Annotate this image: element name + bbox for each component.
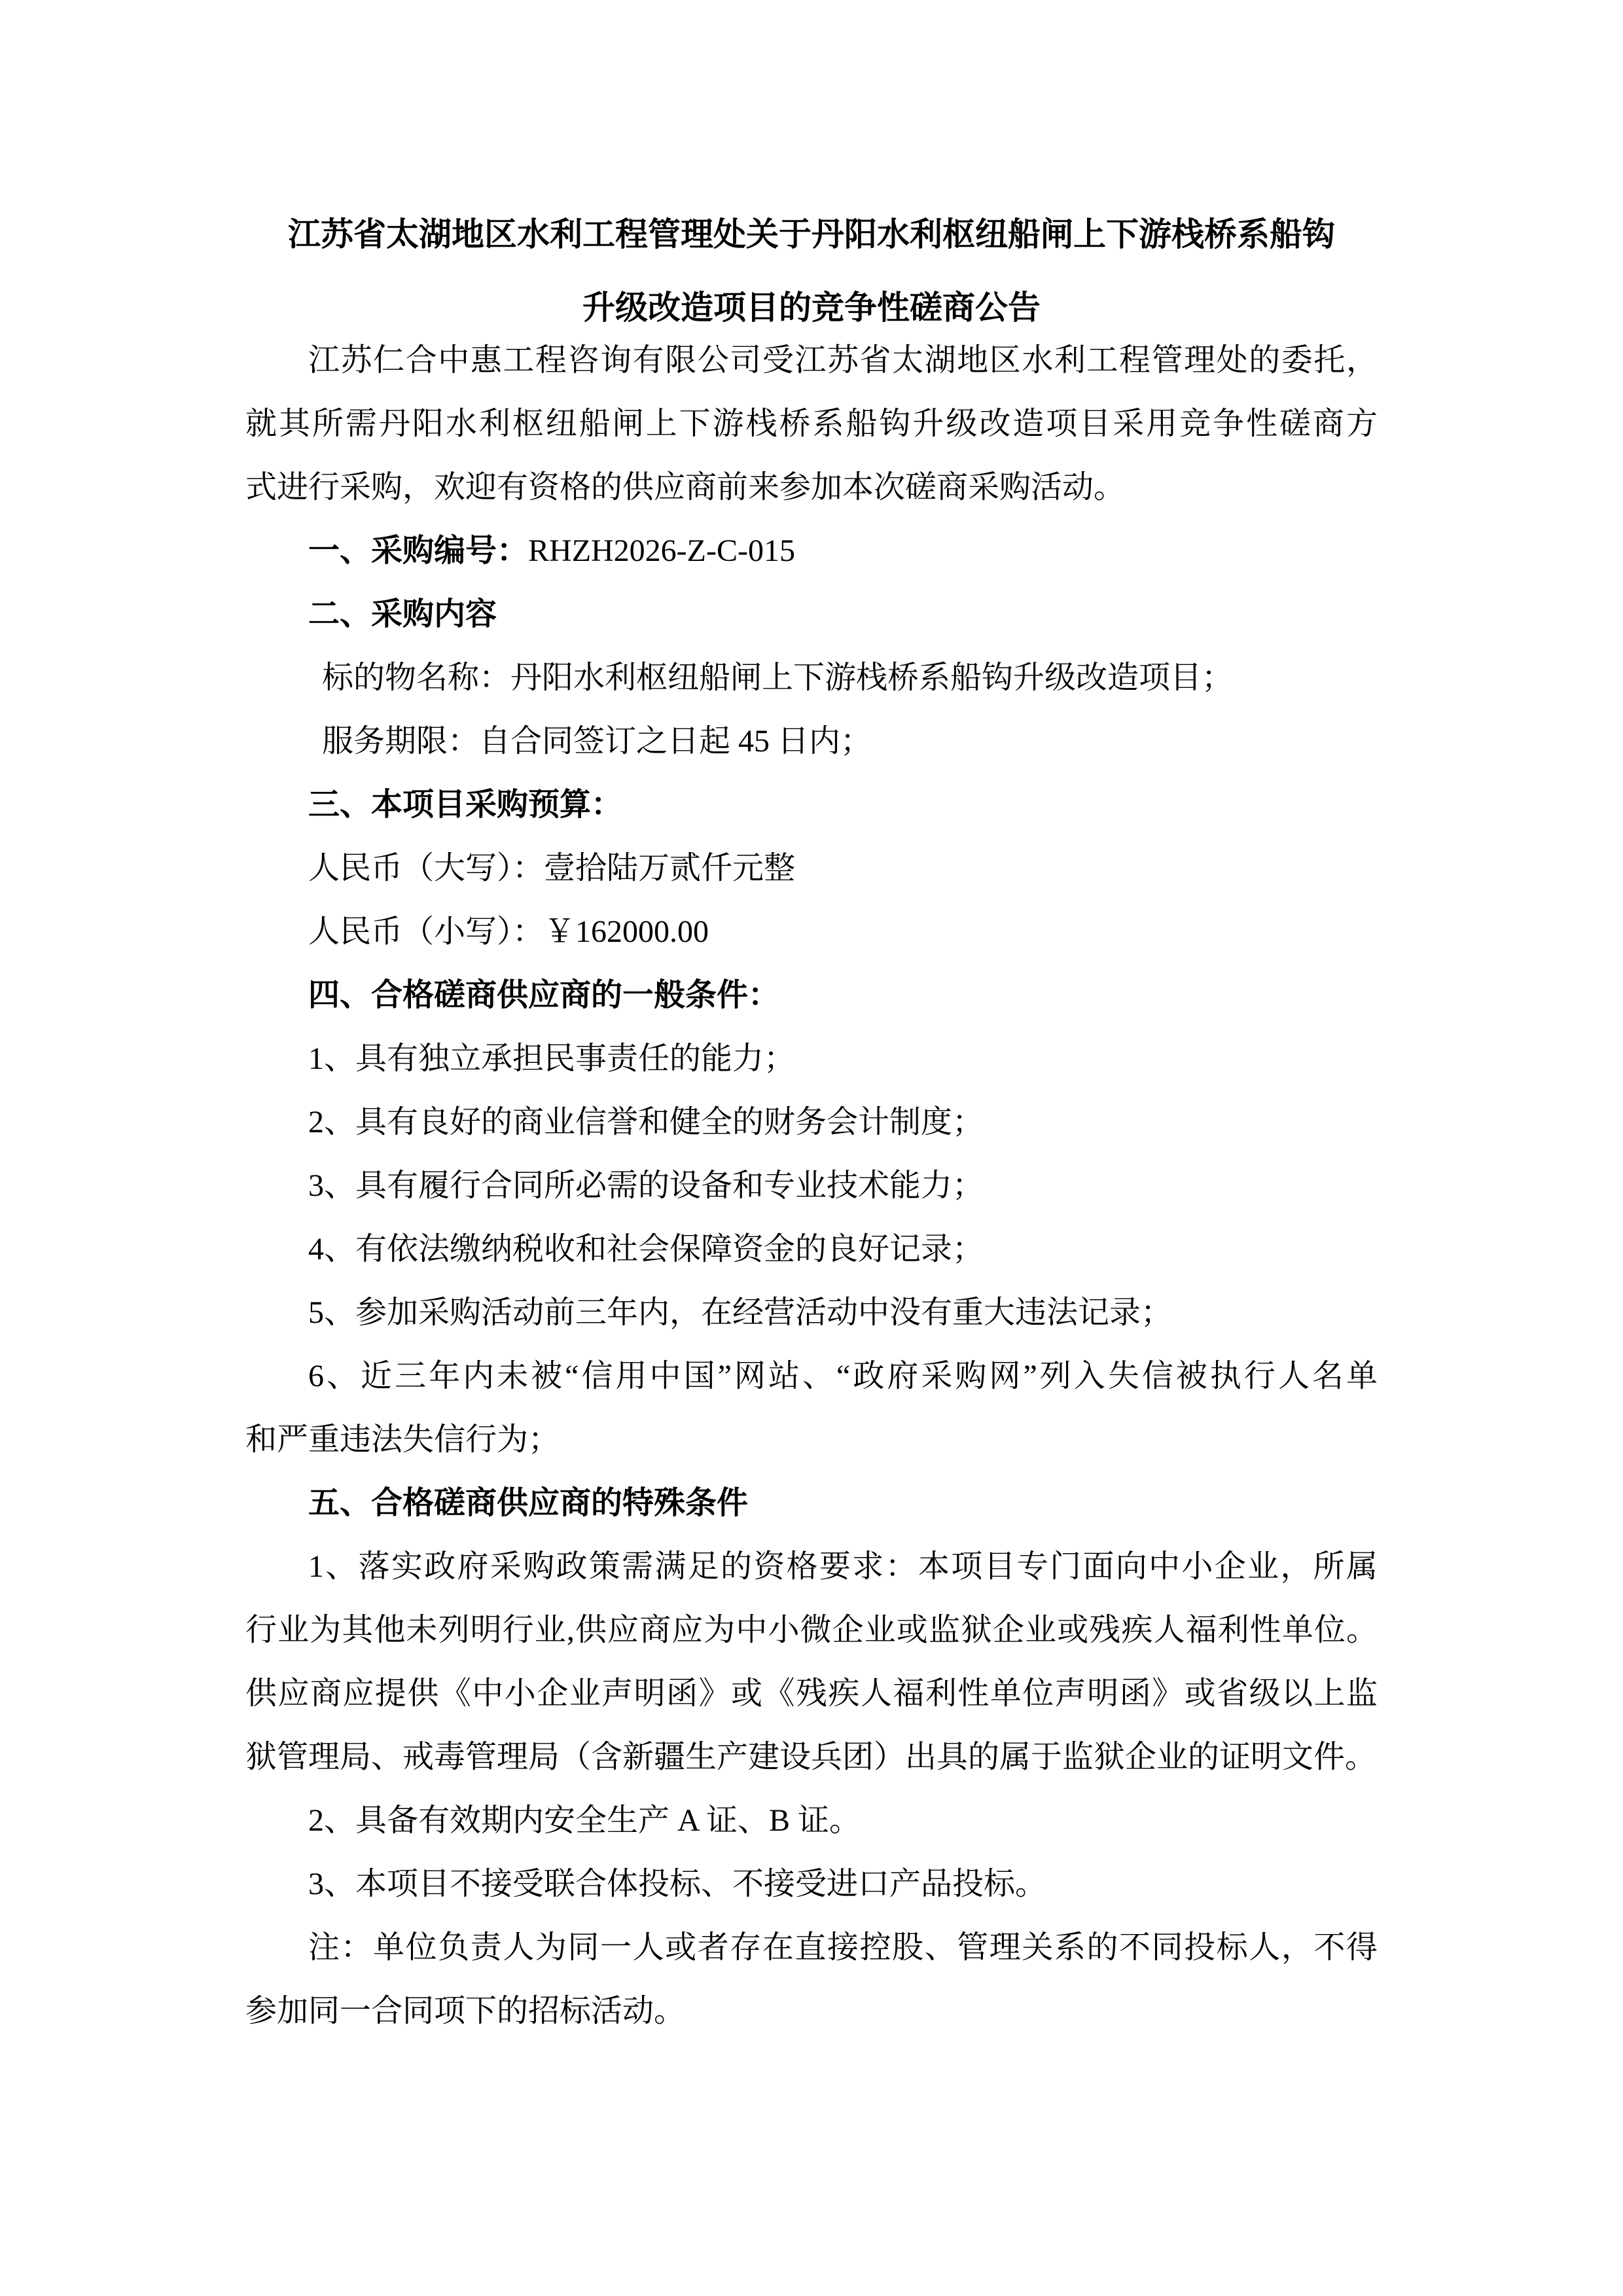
intro-line-1: 江苏仁合中惠工程咨询有限公司受江苏省太湖地区水利工程管理处的委托，: [308, 343, 1378, 378]
section-1-heading: 一、采购编号：: [308, 533, 529, 568]
section-5-note-line-1: 注：单位负责人为同一人或者存在直接控股、管理关系的不同投标人，不得: [308, 1930, 1378, 1965]
section-5-item-1-line-2: 行业为其他未列明行业,供应商应为中小微企业或监狱企业或残疾人福利性单位。: [245, 1613, 1378, 1647]
section-5-note-line-2: 参加同一合同项下的招标活动。: [245, 1994, 686, 2028]
section-5-item-1-line-1: 1、落实政府采购政策需满足的资格要求：本项目专门面向中小企业，所属: [308, 1549, 1378, 1584]
section-5-item-1-line-3: 供应商应提供《中小企业声明函》或《残疾人福利性单位声明函》或省级以上监: [245, 1676, 1378, 1711]
document-body: [245, 329, 1378, 2043]
section-4-item-5: 5、参加采购活动前三年内，在经营活动中没有重大违法记录；: [308, 1295, 1173, 1330]
section-2-item-service-term: 服务期限：自合同签订之日起 45 日内；: [322, 724, 872, 759]
section-3-item-amount-figures: 人民币（小写）：￥162000.00: [308, 914, 709, 949]
section-1-heading-line: [245, 519, 1378, 583]
section-4-item-3: 3、具有履行合同所必需的设备和专业技术能力；: [308, 1168, 984, 1203]
intro-line-3: 式进行采购，欢迎有资格的供应商前来参加本次磋商采购活动。: [245, 470, 1126, 505]
section-5-item-2: 2、具备有效期内安全生产 A 证、B 证。: [308, 1803, 861, 1838]
title-line-2: 升级改造项目的竞争性磋商公告: [582, 289, 1041, 326]
section-4-item-6-line-1: 6、近三年内未被“信用中国”网站、“政府采购网”列入失信被执行人名单: [308, 1359, 1378, 1393]
procurement-number: RHZH2026-Z-C-015: [528, 533, 795, 568]
section-3-heading: 三、本项目采购预算：: [308, 787, 623, 822]
document-title: [245, 198, 1378, 344]
title-line-1: 江苏省太湖地区水利工程管理处关于丹阳水利枢纽船闸上下游栈桥系船钩: [288, 216, 1335, 253]
section-4-heading: 四、合格磋商供应商的一般条件：: [308, 978, 780, 1013]
section-2-heading: 二、采购内容: [308, 597, 497, 632]
section-3-item-amount-words: 人民币（大写）：壹拾陆万贰仟元整: [308, 851, 796, 886]
section-5-heading: 五、合格磋商供应商的特殊条件: [308, 1486, 749, 1520]
section-5-item-3: 3、本项目不接受联合体投标、不接受进口产品投标。: [308, 1867, 1047, 1901]
section-4-item-6-line-2: 和严重违法失信行为；: [245, 1422, 560, 1457]
intro-line-2: 就其所需丹阳水利枢纽船闸上下游栈桥系船钩升级改造项目采用竞争性磋商方: [245, 406, 1378, 441]
section-4-item-1: 1、具有独立承担民事责任的能力；: [308, 1041, 796, 1076]
section-5-item-1-line-4: 狱管理局、戒毒管理局（含新疆生产建设兵团）出具的属于监狱企业的证明文件。: [245, 1740, 1377, 1774]
section-4-item-2: 2、具有良好的商业信誉和健全的财务会计制度；: [308, 1105, 984, 1139]
section-2-item-subject-name: 标的物名称：丹阳水利枢纽船闸上下游栈桥系船钩升级改造项目；: [322, 660, 1234, 695]
section-4-item-4: 4、有依法缴纳税收和社会保障资金的良好记录；: [308, 1232, 984, 1266]
